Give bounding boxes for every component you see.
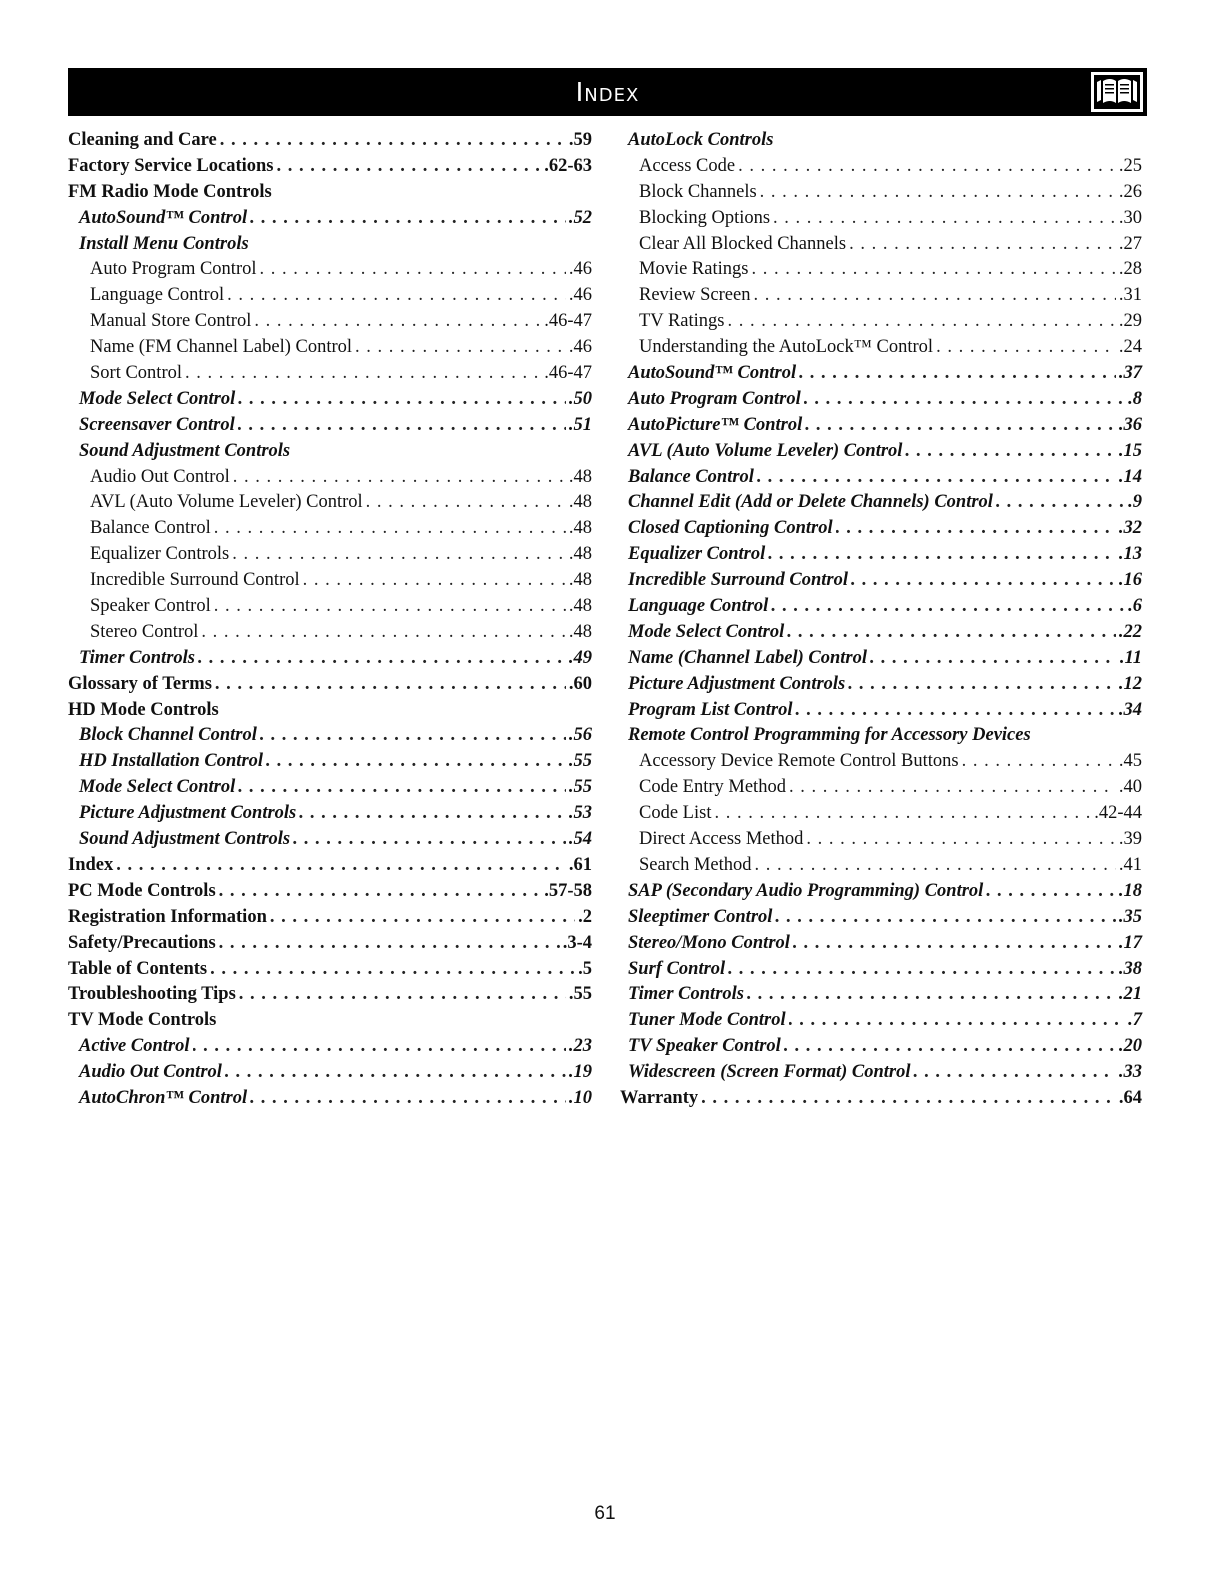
index-entry	[620, 959, 1142, 985]
dot-leader	[773, 208, 1116, 229]
dot-leader	[771, 596, 1125, 617]
index-entry-label: Widescreen (Screen Format) Control	[628, 1062, 911, 1083]
index-entry-page: .64	[1118, 1087, 1142, 1108]
index-entry	[68, 156, 592, 182]
index-entry-label: Active Control	[79, 1036, 190, 1057]
index-entry	[620, 441, 1142, 467]
dot-leader	[250, 208, 566, 229]
index-entry-label: Movie Ratings	[639, 259, 749, 280]
dot-leader	[270, 907, 575, 928]
dot-leader	[232, 544, 566, 565]
index-entry	[68, 933, 592, 959]
index-entry	[620, 881, 1142, 907]
index-entry-label: Glossary of Terms	[68, 673, 212, 694]
index-entry	[68, 234, 592, 260]
index-entry-page: .26	[1118, 181, 1142, 202]
dot-leader	[870, 648, 1117, 669]
index-entry-page: .36	[1118, 414, 1142, 435]
index-entry-page: .17	[1118, 932, 1142, 953]
index-entry	[68, 467, 592, 493]
index-entry-label: AutoLock Controls	[628, 130, 774, 150]
dot-leader	[254, 311, 541, 332]
index-entry	[68, 311, 592, 337]
dot-leader	[250, 1088, 566, 1109]
index-entry-label: Name (Channel Label) Control	[628, 647, 867, 668]
index-entry	[68, 570, 592, 596]
dot-leader	[233, 467, 566, 488]
dot-leader	[193, 1036, 566, 1057]
index-entry	[68, 285, 592, 311]
index-entry-page: .46	[568, 285, 592, 306]
dot-leader	[220, 130, 566, 151]
dot-leader	[805, 415, 1116, 436]
index-entry-label: Factory Service Locations	[68, 155, 274, 176]
dot-leader	[836, 518, 1116, 539]
dot-leader	[727, 311, 1115, 332]
index-entry-page: .20	[1118, 1036, 1142, 1057]
index-entry-label: TV Mode Controls	[68, 1010, 217, 1031]
index-entry	[620, 208, 1142, 234]
dot-leader	[238, 415, 566, 436]
index-entry	[620, 1036, 1142, 1062]
dot-leader	[355, 337, 566, 358]
index-entry	[68, 544, 592, 570]
index-entry-label: Understanding the AutoLock™ Control	[639, 337, 934, 358]
index-entry-label: Blocking Options	[639, 207, 771, 228]
index-entry	[620, 1088, 1142, 1114]
dot-leader	[962, 751, 1116, 772]
index-entry-page: .13	[1118, 544, 1142, 565]
index-entry	[620, 311, 1142, 337]
index-entry	[620, 1062, 1142, 1088]
index-entry-label: Sort Control	[90, 363, 182, 384]
dot-leader	[851, 570, 1116, 591]
index-entry	[620, 907, 1142, 933]
index-entry-page: .32	[1118, 518, 1142, 539]
index-entry-page: .33	[1118, 1062, 1142, 1083]
dot-leader	[848, 674, 1116, 695]
dot-leader	[225, 1062, 566, 1083]
index-entry-page: .18	[1118, 880, 1142, 901]
index-entry	[68, 1036, 592, 1062]
index-entry-page: .51	[568, 414, 592, 435]
index-entry	[68, 518, 592, 544]
index-entry-page: .8	[1128, 388, 1142, 409]
index-entry	[68, 803, 592, 829]
index-entry-label: Safety/Precautions	[68, 932, 216, 953]
index-entry-label: TV Speaker Control	[628, 1036, 781, 1057]
index-entry	[620, 803, 1142, 829]
dot-leader	[775, 907, 1115, 928]
dot-leader	[806, 829, 1115, 850]
index-entry-page: .30	[1118, 207, 1142, 228]
dot-leader	[185, 363, 541, 384]
index-entry	[620, 544, 1142, 570]
index-entry-label: Incredible Surround Control	[628, 570, 849, 591]
dot-leader	[299, 803, 566, 824]
page-title: Index	[575, 78, 640, 108]
dot-leader	[986, 881, 1116, 902]
index-entry-page: .59	[568, 130, 592, 150]
dot-leader	[996, 492, 1125, 513]
index-entry	[68, 1088, 592, 1114]
index-entry-page: .45	[1118, 751, 1142, 772]
index-entry	[620, 130, 1142, 156]
index-entry-label: AutoPicture™ Control	[628, 414, 803, 435]
index-entry-label: Sleeptimer Control	[628, 906, 773, 927]
index-entry-page: .48	[568, 570, 592, 591]
dot-leader	[116, 855, 566, 876]
index-entry-label: Review Screen	[639, 285, 751, 306]
dot-leader	[784, 1036, 1116, 1057]
index-entry-label: AutoChron™ Control	[79, 1087, 248, 1108]
index-entry-label: Direct Access Method	[639, 829, 804, 850]
index-entry-label: Registration Information	[68, 906, 267, 927]
dot-leader	[219, 881, 542, 902]
index-entry-label: Timer Controls	[628, 984, 744, 1005]
index-entry-page: .25	[1118, 155, 1142, 176]
index-entry-page: .50	[568, 388, 592, 409]
index-entry-label: Name (FM Channel Label) Control	[90, 337, 353, 358]
index-entry-page: .12	[1118, 673, 1142, 694]
index-entry-page: .46-47	[544, 311, 592, 332]
dot-leader	[210, 959, 575, 980]
index-entry-label: Mode Select Control	[628, 621, 785, 642]
index-entry-page: .48	[568, 492, 592, 513]
index-entry-label: HD Installation Control	[79, 751, 264, 772]
index-entry	[68, 674, 592, 700]
index-entry	[620, 156, 1142, 182]
index-entry	[68, 130, 592, 156]
index-entry	[68, 441, 592, 467]
index-entry-page: .55	[568, 777, 592, 798]
index-entry-label: Index	[68, 854, 114, 875]
index-left-column	[68, 130, 592, 1114]
index-entry-label: Picture Adjustment Controls	[79, 803, 297, 824]
index-entry-label: Remote Control Programming for Accessory Devices	[628, 725, 1031, 746]
index-entry-label: Mode Select Control	[79, 388, 236, 409]
index-entry-page: .5	[578, 958, 592, 979]
index-entry-label: Auto Program Control	[628, 388, 801, 409]
index-entry-page: .52	[568, 207, 592, 228]
dot-leader	[214, 518, 566, 539]
dot-leader	[753, 285, 1115, 306]
index-entry-page: .42-44	[1094, 803, 1142, 824]
index-entry	[68, 829, 592, 855]
index-entry	[620, 337, 1142, 363]
index-entry	[620, 467, 1142, 493]
index-entry	[68, 1062, 592, 1088]
dot-leader	[751, 259, 1115, 280]
index-entry	[620, 415, 1142, 441]
index-entry-page: .48	[568, 596, 592, 617]
index-entry-label: Surf Control	[628, 958, 726, 979]
index-entry-page: .55	[568, 751, 592, 772]
dot-leader	[936, 337, 1116, 358]
index-entry-page: .34	[1118, 699, 1142, 720]
index-entry-page: .24	[1118, 337, 1142, 358]
dot-leader	[227, 285, 566, 306]
dot-leader	[747, 984, 1116, 1005]
index-entry	[620, 1010, 1142, 1036]
index-entry-label: AutoSound™ Control	[79, 207, 248, 228]
index-entry-label: Screensaver Control	[79, 414, 235, 435]
index-entry-page: .40	[1118, 777, 1142, 798]
dot-leader	[804, 389, 1125, 410]
index-entry-label: Auto Program Control	[90, 259, 257, 280]
index-entry	[68, 259, 592, 285]
dot-leader	[738, 156, 1116, 177]
index-entry	[68, 1010, 592, 1036]
index-entry	[68, 363, 592, 389]
index-entry-label: AVL (Auto Volume Leveler) Control	[90, 492, 363, 513]
index-entry-page: .21	[1118, 984, 1142, 1005]
index-entry-label: AutoSound™ Control	[628, 363, 797, 384]
index-entry-label: Program List Control	[628, 699, 793, 720]
dot-leader	[757, 467, 1116, 488]
index-entry	[68, 725, 592, 751]
index-entry-page: .15	[1118, 440, 1142, 461]
index-entry-page: .60	[568, 673, 592, 694]
index-entry	[620, 389, 1142, 415]
index-entry-label: TV Ratings	[639, 311, 725, 332]
dot-leader	[789, 777, 1116, 798]
index-entry-page: .3-4	[562, 932, 592, 953]
index-entry-page: .39	[1118, 829, 1142, 850]
index-header-bar	[68, 68, 1147, 116]
index-entry	[68, 648, 592, 674]
index-entry-label: AVL (Auto Volume Leveler) Control	[628, 440, 903, 461]
index-entry-label: Sound Adjustment Controls	[79, 829, 291, 850]
index-entry	[68, 855, 592, 881]
index-entry-page: .11	[1119, 647, 1142, 668]
index-entry-label: Audio Out Control	[90, 466, 230, 487]
index-entry	[68, 596, 592, 622]
index-entry-page: .46-47	[544, 363, 592, 384]
index-entry-label: Access Code	[639, 155, 736, 176]
index-entry	[620, 596, 1142, 622]
index-entry	[620, 984, 1142, 1010]
index-entry-label: Code List	[639, 803, 712, 824]
dot-leader	[303, 570, 566, 591]
index-entry	[620, 674, 1142, 700]
index-entry-label: Speaker Control	[90, 596, 211, 617]
index-entry-label: Cleaning and Care	[68, 130, 217, 150]
index-entry	[620, 700, 1142, 726]
dot-leader	[293, 829, 566, 850]
index-entry	[620, 492, 1142, 518]
dot-leader	[768, 544, 1116, 565]
index-entry-label: Search Method	[639, 854, 752, 875]
index-entry-label: Incredible Surround Control	[90, 570, 300, 591]
index-entry	[620, 622, 1142, 648]
index-entry-label: Sound Adjustment Controls	[79, 440, 291, 461]
index-entry-label: Equalizer Controls	[90, 544, 230, 565]
index-entry-page: .48	[568, 518, 592, 539]
index-entry	[620, 285, 1142, 311]
dot-leader	[905, 441, 1115, 462]
dot-leader	[215, 674, 566, 695]
index-entry-page: .19	[568, 1062, 592, 1083]
dot-leader	[799, 363, 1116, 384]
index-entry-page: .55	[568, 984, 592, 1005]
book-icon	[1091, 72, 1143, 112]
index-entry-page: .56	[568, 725, 592, 746]
index-entry-label: Channel Edit (Add or Delete Channels) Control	[628, 492, 993, 513]
index-entry-label: Balance Control	[90, 518, 211, 539]
index-entry	[620, 570, 1142, 596]
dot-leader	[238, 777, 566, 798]
index-entry-label: Equalizer Control	[628, 544, 766, 565]
index-entry	[620, 725, 1142, 751]
index-entry-page: .35	[1118, 906, 1142, 927]
index-entry	[620, 829, 1142, 855]
index-entry-page: .2	[578, 906, 592, 927]
index-entry	[68, 208, 592, 234]
index-entry-label: Language Control	[628, 596, 769, 617]
index-entry	[68, 389, 592, 415]
dot-leader	[238, 389, 566, 410]
dot-leader	[849, 234, 1116, 255]
index-entry-label: Picture Adjustment Controls	[628, 673, 846, 694]
dot-leader	[214, 596, 566, 617]
index-entry-label: Manual Store Control	[90, 311, 252, 332]
index-entry	[68, 415, 592, 441]
index-entry	[620, 751, 1142, 777]
index-entry	[68, 777, 592, 803]
dot-leader	[201, 622, 565, 643]
index-entry-label: Mode Select Control	[79, 777, 236, 798]
index-entry-label: Stereo Control	[90, 621, 199, 642]
index-entry-page: .38	[1118, 958, 1142, 979]
dot-leader	[760, 182, 1116, 203]
index-entry	[620, 855, 1142, 881]
index-entry-page: .28	[1118, 259, 1142, 280]
index-entry-label: Closed Captioning Control	[628, 518, 833, 539]
index-entry-page: .29	[1118, 311, 1142, 332]
index-entry-page: .48	[568, 466, 592, 487]
dot-leader	[266, 751, 566, 772]
index-entry	[620, 648, 1142, 674]
index-entry-page: .7	[1128, 1010, 1142, 1031]
index-entry-label: HD Mode Controls	[68, 699, 219, 720]
index-entry-label: FM Radio Mode Controls	[68, 181, 272, 202]
index-entry-page: .27	[1118, 233, 1142, 254]
dot-leader	[714, 803, 1091, 824]
index-right-column	[620, 130, 1142, 1114]
dot-leader	[728, 959, 1116, 980]
index-entry-label: Clear All Blocked Channels	[639, 233, 847, 254]
dot-leader	[219, 933, 560, 954]
index-entry	[68, 881, 592, 907]
page-number: 61	[594, 1503, 616, 1524]
index-entry	[68, 700, 592, 726]
dot-leader	[787, 622, 1116, 643]
dot-leader	[755, 855, 1116, 876]
index-entry-page: .46	[568, 337, 592, 358]
dot-leader	[366, 492, 566, 513]
dot-leader	[260, 725, 566, 746]
index-entry-label: Accessory Device Remote Control Buttons	[639, 751, 959, 772]
index-entry-page: .6	[1128, 596, 1142, 617]
index-entry-page: .16	[1118, 570, 1142, 591]
index-entry	[68, 751, 592, 777]
index-entry-label: Block Channels	[639, 181, 757, 202]
index-entry	[620, 777, 1142, 803]
dot-leader	[277, 156, 542, 177]
index-entry-page: .37	[1118, 363, 1142, 384]
index-entry-label: Table of Contents	[68, 958, 208, 979]
dot-leader	[239, 984, 566, 1005]
index-entry-page: .10	[568, 1087, 592, 1108]
index-entry-page: .23	[568, 1036, 592, 1057]
index-entry-page: .46	[568, 259, 592, 280]
index-entry-page: .31	[1118, 285, 1142, 306]
dot-leader	[913, 1062, 1115, 1083]
index-entry-label: Code Entry Method	[639, 777, 786, 798]
index-entry-page: .53	[568, 803, 592, 824]
index-entry-label: Audio Out Control	[79, 1062, 222, 1083]
index-entry-page: .41	[1118, 854, 1142, 875]
index-entry	[620, 933, 1142, 959]
index-entry	[68, 984, 592, 1010]
index-entry-page: .49	[568, 647, 592, 668]
index-entry-page: .22	[1118, 621, 1142, 642]
dot-leader	[789, 1010, 1126, 1031]
index-entry-label: Timer Controls	[79, 647, 195, 668]
dot-leader	[795, 700, 1115, 721]
index-entry	[68, 622, 592, 648]
index-entry-page: .62-63	[544, 155, 592, 176]
index-entry	[620, 234, 1142, 260]
dot-leader	[198, 648, 566, 669]
index-entry	[68, 182, 592, 208]
index-entry-label: SAP (Secondary Audio Programming) Control	[628, 880, 984, 901]
index-entry	[620, 363, 1142, 389]
dot-leader	[793, 933, 1116, 954]
index-entry	[68, 959, 592, 985]
index-entry-page: .48	[568, 544, 592, 565]
dot-leader	[260, 259, 566, 280]
index-entry-label: Block Channel Control	[79, 725, 257, 746]
index-entry	[620, 182, 1142, 208]
dot-leader	[701, 1088, 1116, 1109]
index-entry-label: Balance Control	[628, 466, 754, 487]
index-entry-label: Troubleshooting Tips	[68, 984, 236, 1005]
index-entry	[620, 259, 1142, 285]
index-entry-label: Warranty	[620, 1087, 699, 1108]
index-entry-page: .48	[568, 621, 592, 642]
index-entry	[68, 337, 592, 363]
index-entry	[68, 492, 592, 518]
index-entry-page: .9	[1128, 492, 1142, 513]
index-entry-label: Tuner Mode Control	[628, 1010, 786, 1031]
index-entry-label: Stereo/Mono Control	[628, 932, 790, 953]
index-entry	[620, 518, 1142, 544]
index-entry-page: .14	[1118, 466, 1142, 487]
index-entry-label: Language Control	[90, 285, 225, 306]
index-entry-label: Install Menu Controls	[79, 233, 249, 254]
index-entry-label: PC Mode Controls	[68, 880, 216, 901]
index-entry-page: .57-58	[544, 880, 592, 901]
index-entry	[68, 907, 592, 933]
index-entry-page: .54	[568, 829, 592, 850]
index-entry-page: .61	[568, 854, 592, 875]
